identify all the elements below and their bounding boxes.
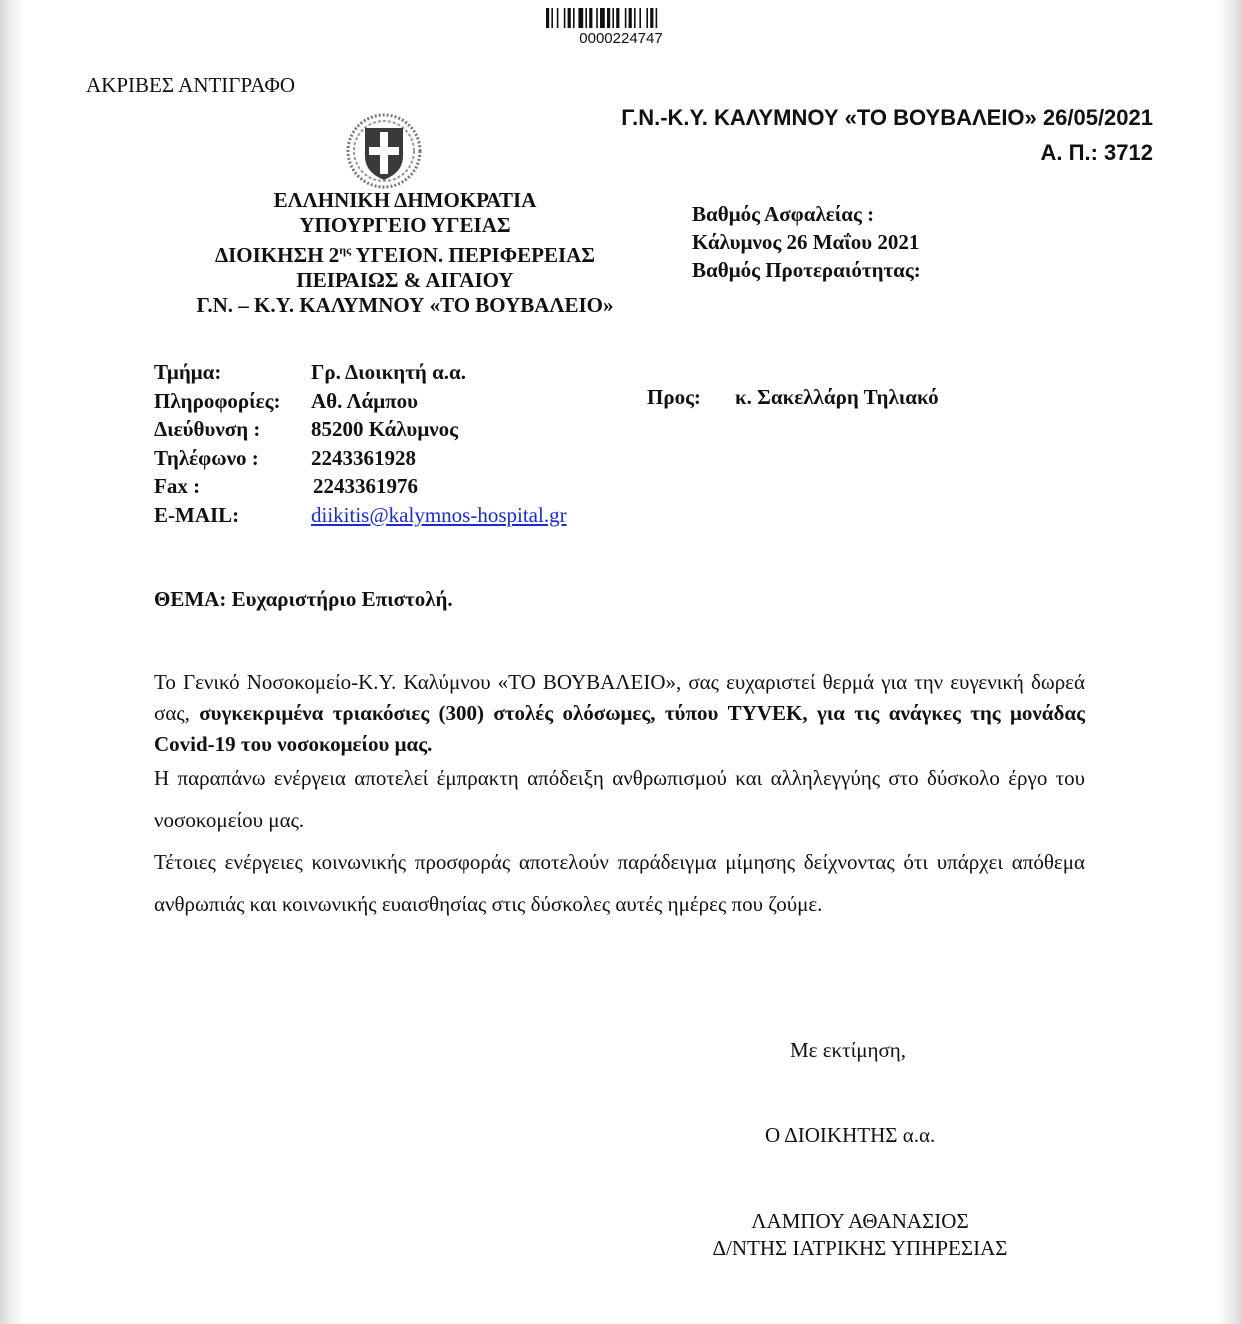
authority-hospital: Γ.Ν. – Κ.Υ. ΚΑΛΥΜΝΟΥ «ΤΟ ΒΟΥΒΑΛΕΙΟ» [196, 293, 614, 317]
page-shadow-right [1218, 0, 1242, 1324]
email-label: E-MAIL: [154, 502, 240, 527]
recipient-name: κ. Σακελλάρη Τηλιακό [735, 385, 939, 409]
signatory-role: Δ/ΝΤΗΣ ΙΑΤΡΙΚΗΣ ΥΠΗΡΕΣΙΑΣ [712, 1236, 1008, 1260]
barcode-icon [546, 8, 696, 28]
address-label: Διεύθυνση : [154, 417, 261, 441]
priority-level: Βαθμός Προτεραιότητας: [692, 258, 921, 282]
phone-label: Τηλέφωνο : [154, 445, 259, 470]
authority-administration-prefix: ΔΙΟΙΚΗΣΗ 2 [214, 243, 340, 267]
barcode-number: 0000224747 [579, 30, 663, 47]
body-paragraph-1-text: Το Γενικό Νοσοκομείο-Κ.Υ. Καλύμνου «ΤΟ ΒΟΥΒΑΛΕΙΟ», σας ευχαριστεί θερμά για την ευγενική δωρεά σας, [154, 670, 1085, 725]
greek-coat-of-arms-icon [345, 112, 423, 190]
page-shadow-left [0, 0, 24, 1324]
body-paragraph-3: Τέτοιες ενέργειες κοινωνικής προσφοράς αποτελούν παράδειγμα μίμησης δείχνοντας ότι υπάρχει απόθεμα ανθρωπιάς και κοινωνικής ευαισθησίας στις δύσκολες αυτές ημέρες που ζούμε. [154, 850, 1085, 916]
authority-ministry: ΥΠΟΥΡΓΕΙΟ ΥΓΕΙΑΣ [299, 213, 511, 237]
fax-value: 2243361976 [313, 474, 418, 498]
department-value: Γρ. Διοικητή α.α. [311, 360, 467, 384]
authority-administration-suffix: ΥΓΕΙΟΝ. ΠΕΡΙΦΕΡΕΙΑΣ [351, 243, 596, 267]
address-value: 85200 Κάλυμνος [311, 417, 458, 441]
email-link[interactable]: diikitis@kalymnos-hospital.gr [311, 502, 567, 527]
closing-phrase: Με εκτίμηση, [790, 1038, 907, 1062]
department-label: Τμήμα: [154, 360, 222, 384]
protocol-reference: Γ.Ν.-Κ.Υ. ΚΑΛΥΜΝΟΥ «ΤΟ ΒΟΥΒΑΛΕΙΟ» 26/05/2021 [621, 105, 1153, 130]
director-title: Ο ΔΙΟΙΚΗΤΗΣ α.α. [765, 1123, 936, 1147]
certified-copy-label: ΑΚΡΙΒΕΣ ΑΝΤΙΓΡΑΦΟ [86, 73, 296, 97]
phone-value: 2243361928 [311, 445, 416, 470]
subject-line: ΘΕΜΑ: Ευχαριστήριο Επιστολή. [154, 587, 453, 611]
issuing-authority [150, 188, 660, 318]
letter-body [154, 667, 1085, 925]
protocol-number: Α. Π.: 3712 [1040, 140, 1153, 165]
security-block [692, 200, 921, 284]
signatory-name: ΛΑΜΠΟΥ ΑΘΑΝΑΣΙΟΣ [751, 1209, 969, 1233]
authority-administration [150, 238, 660, 268]
signatory-block [680, 1208, 1040, 1262]
authority-ordinal-suffix: ης [339, 243, 352, 257]
body-paragraph-1 [154, 667, 1085, 760]
body-paragraph-2: Η παραπάνω ενέργεια αποτελεί έμπρακτη απόδειξη ανθρωπισμού και αλληλεγγύης στο δύσκολο έργο του νοσοκομείου μας. [154, 766, 1085, 832]
security-level: Βαθμός Ασφαλείας : [692, 202, 875, 226]
recipient-label: Προς: [647, 385, 701, 409]
contact-value: Αθ. Λάμπου [311, 388, 419, 413]
body-paragraph-1-bold: συγκεκριμένα τριακόσιες (300) στολές ολόσωμες, τύπου TYVEK, για τις ανάγκες της μονάδας Covid-19 του νοσοκομείου μας. [154, 701, 1085, 756]
place-date: Κάλυμνος 26 Μαΐου 2021 [692, 230, 920, 254]
authority-region: ΠΕΙΡΑΙΩΣ & ΑΙΓΑΙΟΥ [296, 268, 514, 292]
fax-label: Fax : [154, 474, 201, 498]
contact-label: Πληροφορίες: [154, 388, 281, 413]
authority-republic: ΕΛΛΗΝΙΚΗ ΔΗΜΟΚΡΑΤΙΑ [273, 188, 537, 212]
